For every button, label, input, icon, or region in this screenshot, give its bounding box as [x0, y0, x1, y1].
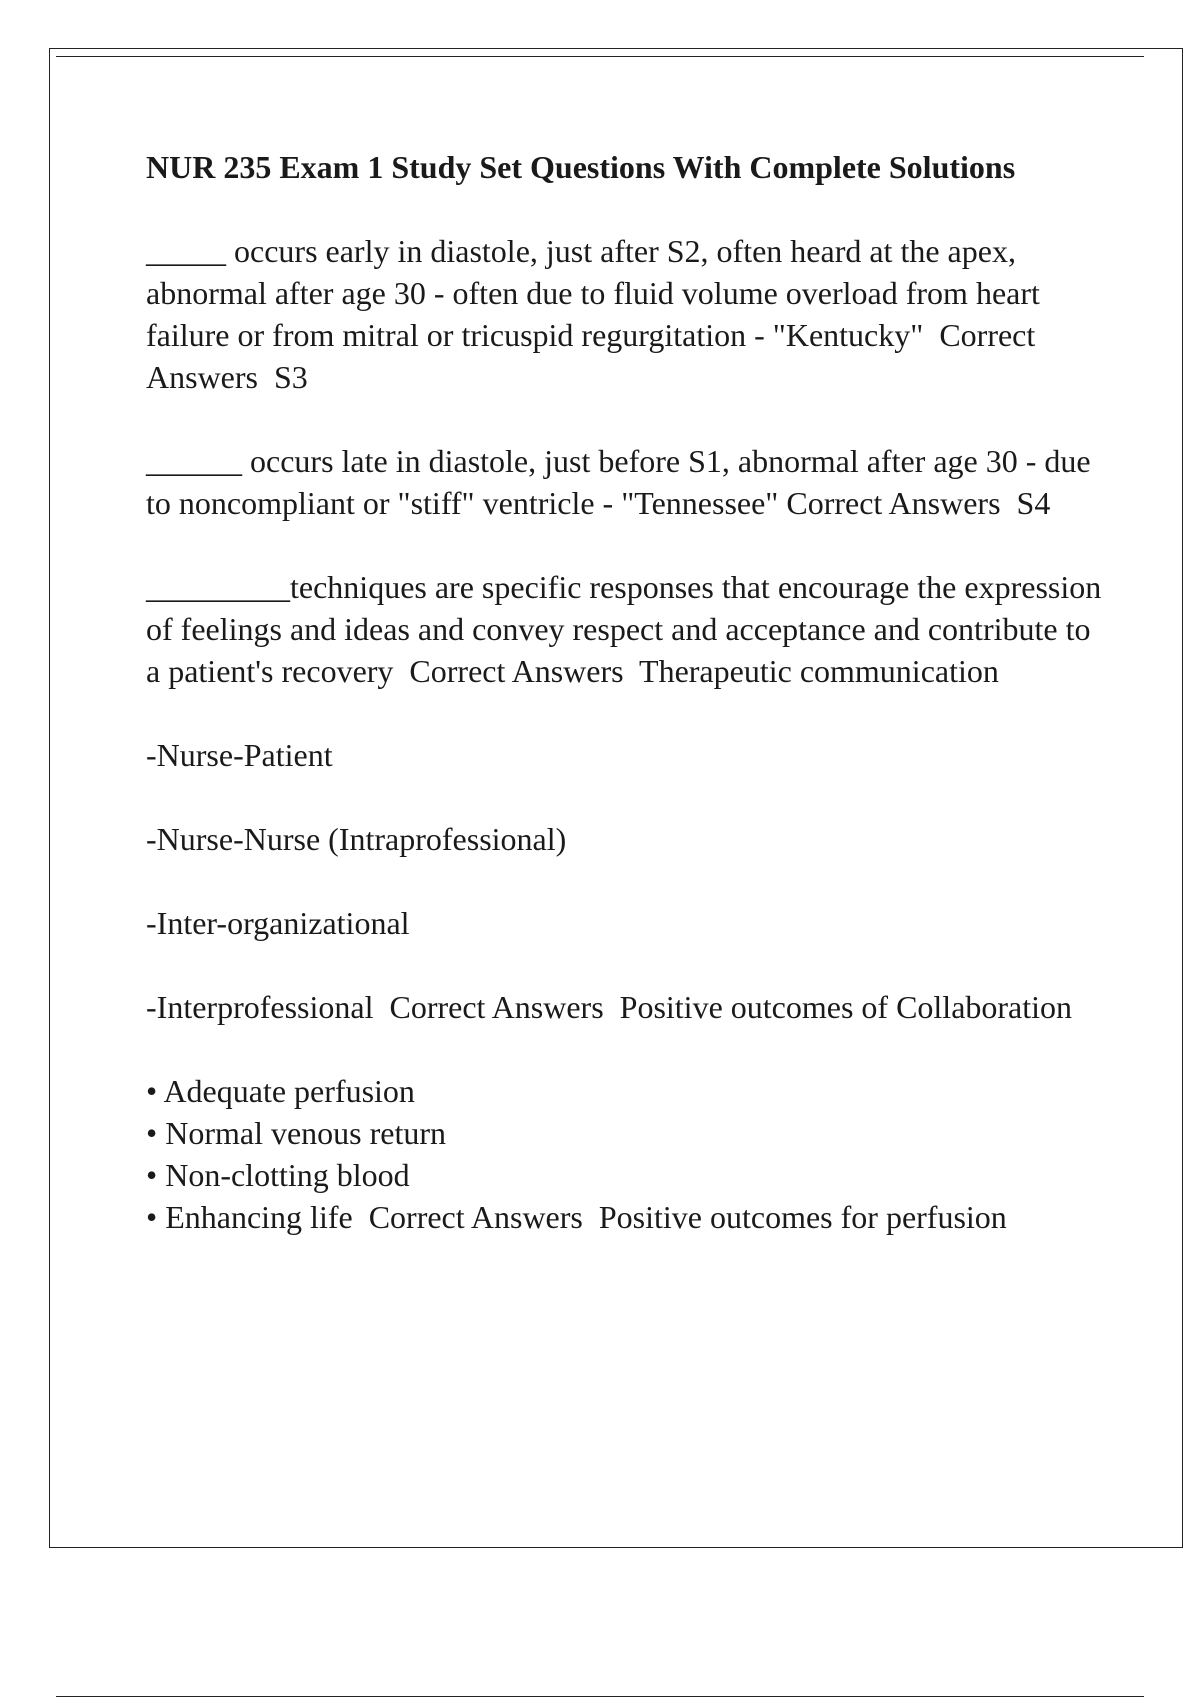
document-title: NUR 235 Exam 1 Study Set Questions With Complete Solutions — [146, 149, 1016, 185]
list-item: • Adequate perfusion — [146, 1073, 415, 1109]
document-body — [146, 146, 1110, 1238]
question-s3: _____ occurs early in diastole, just after S2, often heard at the apex, abnormal after age 30 - often due to fluid volume overload from heart failure or from mitral or tricuspid regurgitation - "Kentucky" Correct Answers S3 — [146, 233, 1048, 395]
perfusion-outcomes-list — [146, 1070, 1106, 1238]
list-item: • Non-clotting blood — [146, 1157, 410, 1193]
collaboration-item-nurse-patient: -Nurse-Patient — [146, 737, 333, 773]
footer-rule — [56, 1696, 1144, 1697]
list-item: • Normal venous return — [146, 1115, 447, 1151]
collaboration-item-nurse-nurse: -Nurse-Nurse (Intraprofessional) — [146, 821, 567, 857]
collaboration-item-interprofessional: -Interprofessional Correct Answers Positive outcomes of Collaboration — [146, 989, 1073, 1025]
list-item: • Enhancing life Correct Answers Positive outcomes for perfusion — [146, 1199, 1007, 1235]
header-rule — [56, 56, 1144, 57]
question-therapeutic-communication: _________techniques are specific responses that encourage the expression of feelings and ideas and convey respect and acceptance and contribute to a patient's recovery Correct Answers Therapeutic communication — [146, 569, 1110, 689]
question-s4: ______ occurs late in diastole, just before S1, abnormal after age 30 - due to noncompliant or "stiff" ventricle - "Tennessee" Correct Answers S4 — [146, 443, 1099, 521]
collaboration-item-inter-organizational: -Inter-organizational — [146, 905, 410, 941]
